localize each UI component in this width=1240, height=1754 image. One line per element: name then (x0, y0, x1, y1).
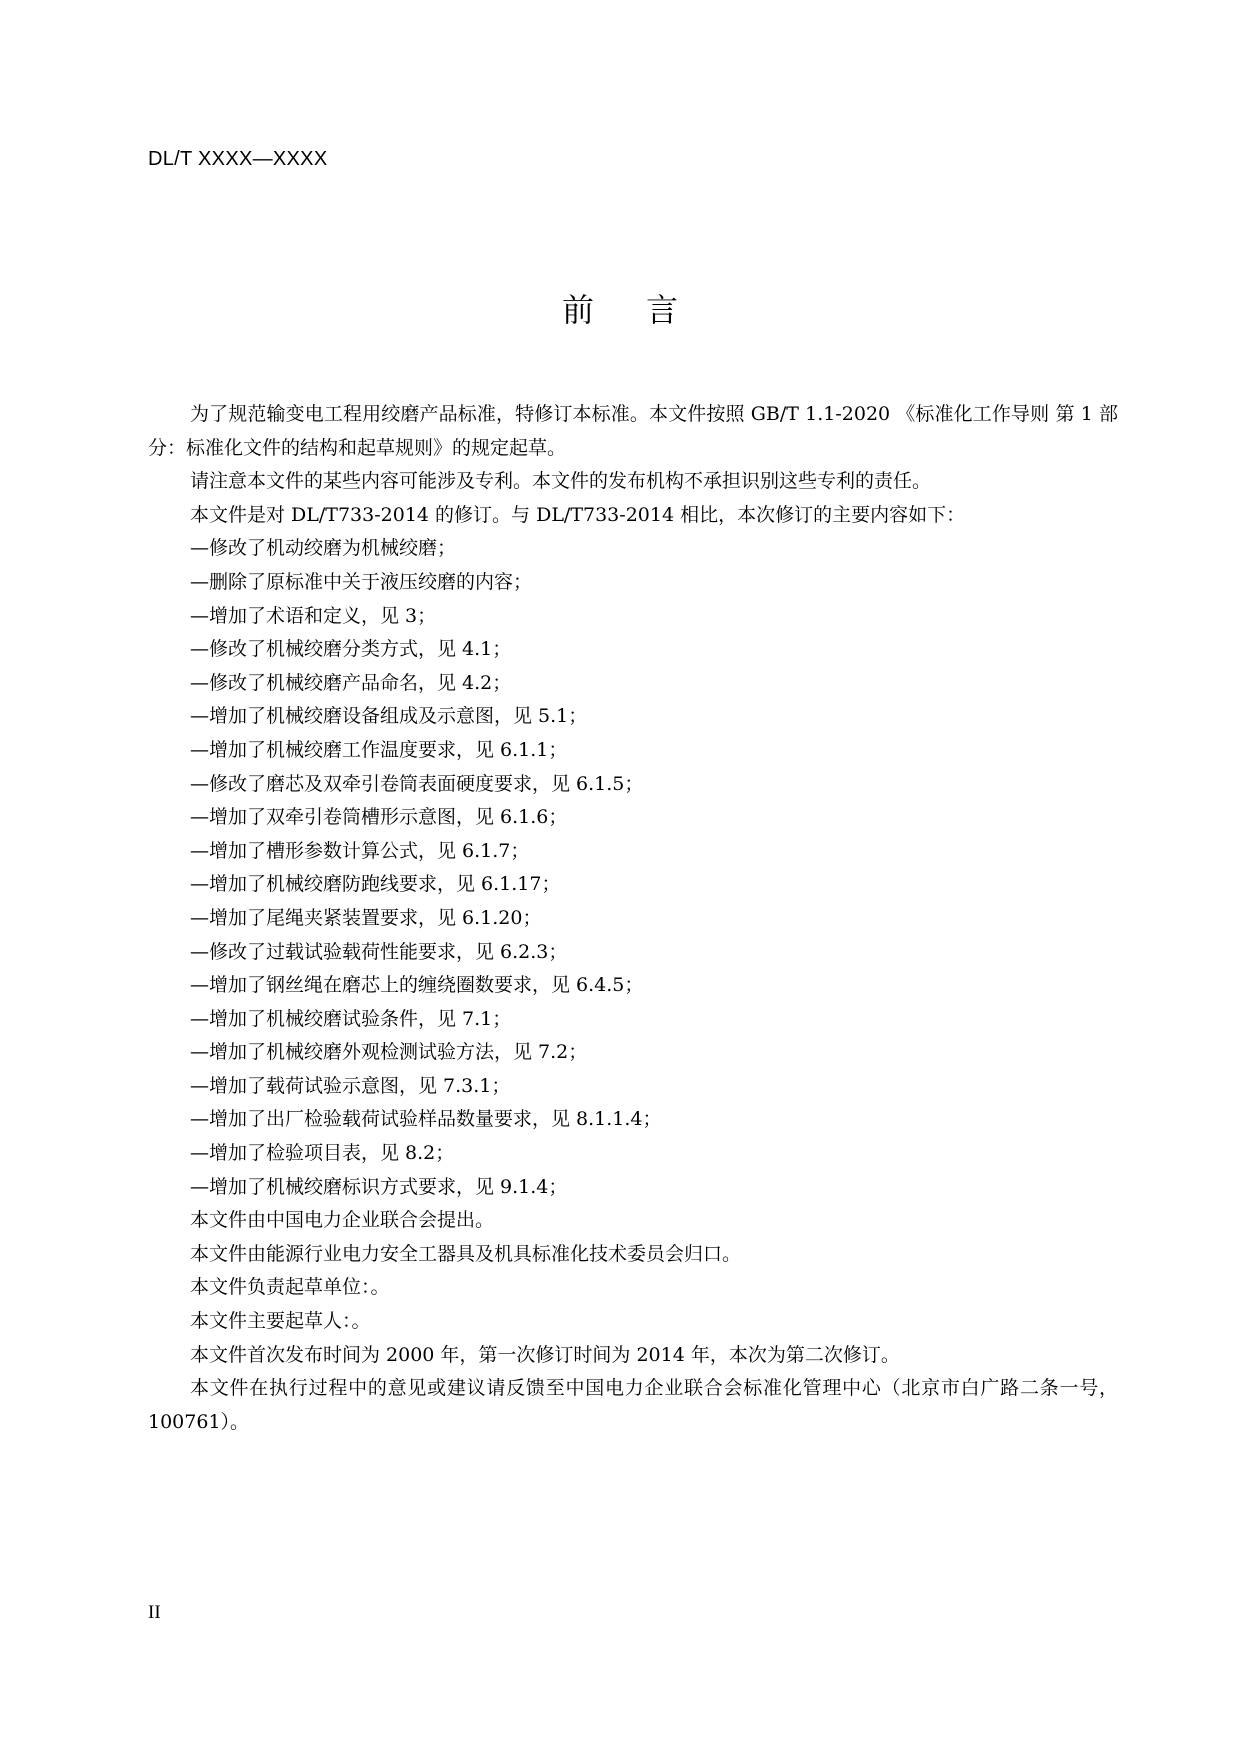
intro-paragraph-patent-notice: 请注意本文件的某些内容可能涉及专利。本文件的发布机构不承担识别这些专利的责任。 (190, 470, 932, 493)
list-item: —修改了过载试验载荷性能要求，见 6.2.3； (190, 940, 568, 963)
document-code: DL/T XXXX—XXXX (148, 148, 328, 170)
list-item: —修改了机械绞磨产品命名，见 4.2； (190, 671, 512, 694)
list-item: —修改了机动绞磨为机械绞磨； (190, 537, 457, 560)
list-item: —增加了机械绞磨试验条件，见 7.1； (190, 1007, 512, 1030)
list-item: —增加了机械绞磨工作温度要求，见 6.1.1； (190, 738, 568, 761)
intro-paragraph-revision: 本文件是对 DL/T733-2014 的修订。与 DL/T733-2014 相比，本次修订的主要内容如下： (190, 503, 966, 526)
intro-paragraph-drafting-rules: 为了规范输变电工程用绞磨产品标准，特修订本标准。本文件按照 GB/T 1.1-2020 《标准化工作导则 第 1 部分：标准化文件的结构和起草规则》的规定起草。 (148, 403, 1118, 459)
list-item: —增加了载荷试验示意图，见 7.3.1； (190, 1074, 511, 1097)
list-item: —增加了机械绞磨防跑线要求，见 6.1.17； (190, 873, 561, 896)
closing-paragraph-feedback: 本文件在执行过程中的意见或建议请反馈至中国电力企业联合会标准化管理中心（北京市白广路二条一号，100761）。 (148, 1377, 1118, 1433)
closing-paragraph-committee: 本文件由能源行业电力安全工器具及机具标准化技术委员会归口。 (190, 1242, 742, 1265)
closing-paragraph-history: 本文件首次发布时间为 2000 年，第一次修订时间为 2014 年，本次为第二次修订。 (190, 1343, 900, 1366)
list-item: —增加了术语和定义，见 3； (190, 604, 437, 627)
list-item: —修改了磨芯及双牵引卷筒表面硬度要求，见 6.1.5； (190, 772, 644, 795)
list-item: —增加了钢丝绳在磨芯上的缠绕圈数要求，见 6.4.5； (190, 974, 644, 997)
list-item: —增加了机械绞磨标识方式要求，见 9.1.4； (190, 1175, 568, 1198)
list-item: —修改了机械绞磨分类方式，见 4.1； (190, 638, 512, 661)
list-item: —增加了尾绳夹紧装置要求，见 6.1.20； (190, 906, 542, 929)
page-number: II (148, 1602, 161, 1623)
list-item: —增加了槽形参数计算公式，见 6.1.7； (190, 839, 530, 862)
list-item: —删除了原标准中关于液压绞磨的内容； (190, 570, 533, 593)
closing-paragraph-drafters: 本文件主要起草人：。 (190, 1310, 371, 1333)
list-item: —增加了出厂检验载荷试验样品数量要求，见 8.1.1.4； (190, 1108, 662, 1131)
list-item: —增加了双牵引卷筒槽形示意图，见 6.1.6； (190, 806, 568, 829)
foreword-body (148, 398, 1118, 1439)
closing-paragraph-drafting-unit: 本文件负责起草单位：。 (190, 1276, 390, 1299)
list-item: —增加了检验项目表，见 8.2； (190, 1142, 455, 1165)
page-title: 前言 (561, 291, 730, 329)
changes-list (148, 532, 1118, 1204)
list-item: —增加了机械绞磨外观检测试验方法，见 7.2； (190, 1041, 588, 1064)
list-item: —增加了机械绞磨设备组成及示意图，见 5.1； (190, 705, 588, 728)
closing-paragraph-proposer: 本文件由中国电力企业联合会提出。 (190, 1209, 495, 1232)
